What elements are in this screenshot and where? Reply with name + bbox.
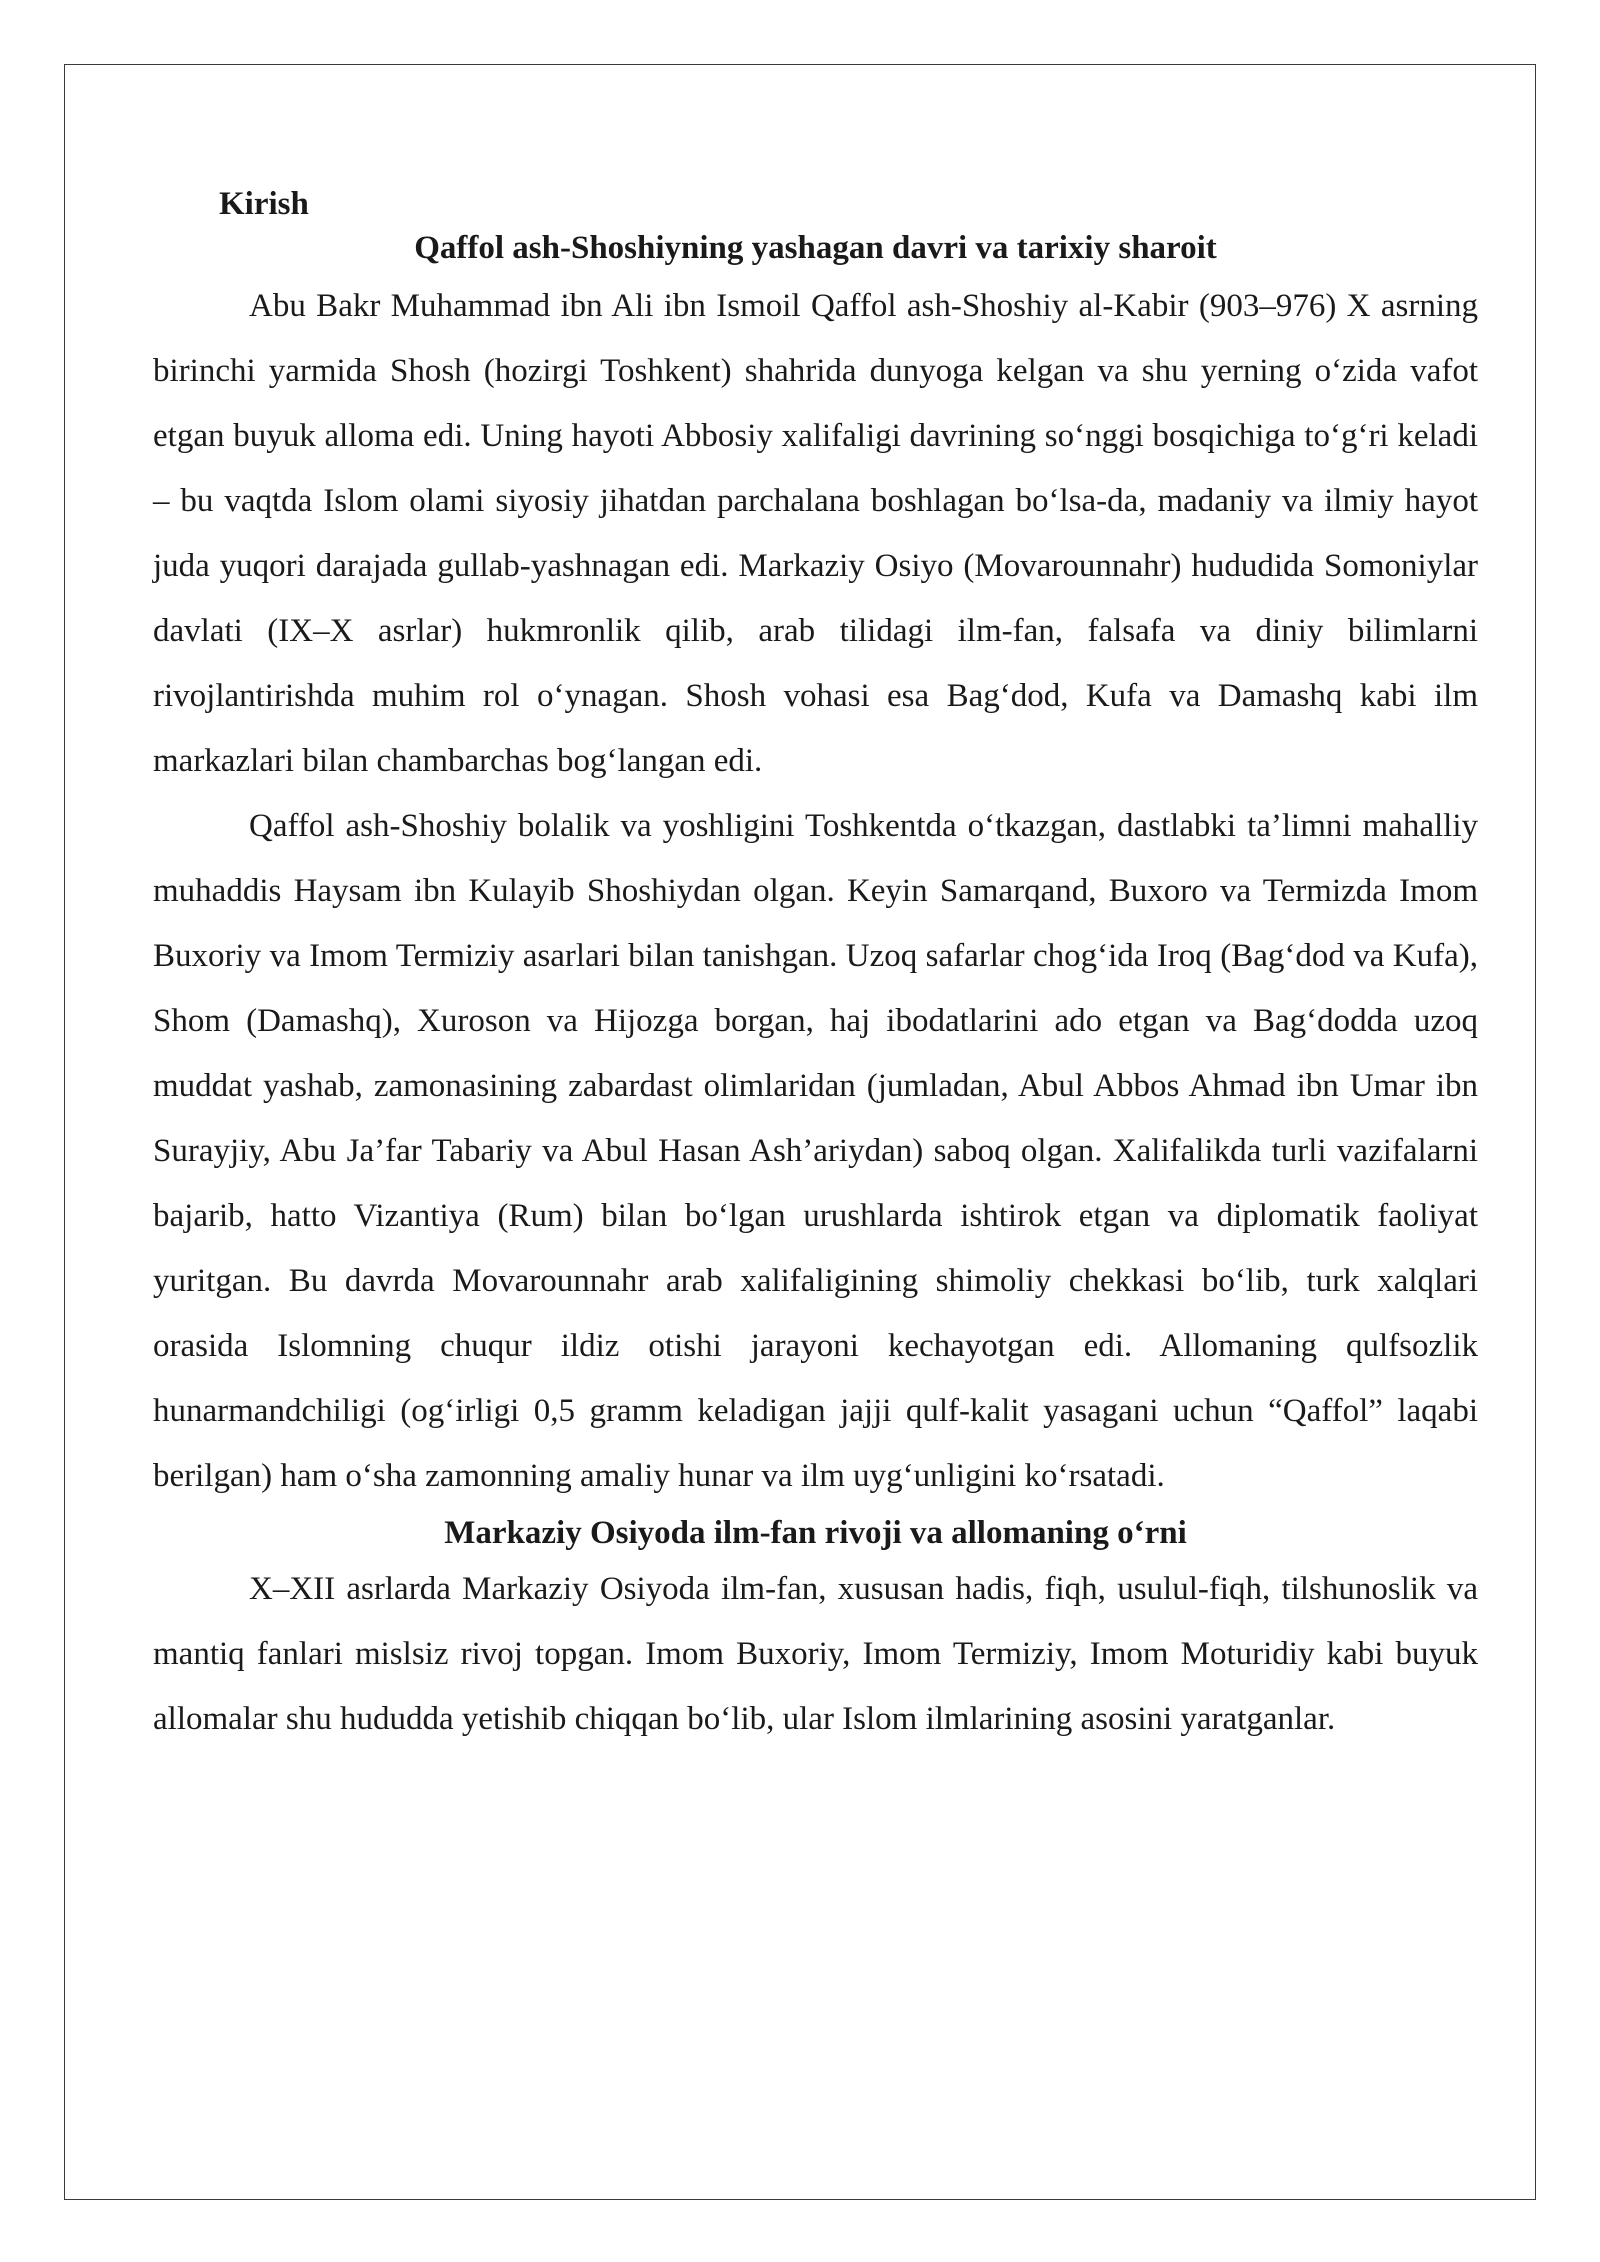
document-body <box>153 182 1478 1752</box>
section-heading-2: Markaziy Osiyoda ilm-fan rivoji va allomaning o‘rni <box>444 1515 1187 1551</box>
section-heading-1: Qaffol ash-Shoshiyning yashagan davri va tarixiy sharoit <box>414 230 1217 266</box>
paragraph-1: Abu Bakr Muhammad ibn Ali ibn Ismoil Qaffol ash-Shoshiy al-Kabir (903–976) X asrning birinchi yarmida Shosh (hozirgi Toshkent) shahrida dunyoga kelgan va shu yerning o‘zida vafot etgan buyuk alloma edi. Uning hayoti Abbosiy xalifaligi davrining so‘nggi bosqichiga to‘g‘ri keladi – bu vaqtda Islom olami siyosiy jihatdan parchalana boshlagan bo‘lsa-da, madaniy va ilmiy hayot juda yuqori darajada gullab-yashnagan edi. Markaziy Osiyo (Movarounnahr) hududida Somoniylar davlati (IX–X asrlar) hukmronlik qilib, arab tilidagi ilm-fan, falsafa va diniy bilimlarni rivojlantirishda muhim rol o‘ynagan. Shosh vohasi esa Bag‘dod, Kufa va Damashq kabi ilm markazlari bilan chambarchas bog‘langan edi. <box>153 288 1478 779</box>
paragraph-2: Qaffol ash-Shoshiy bolalik va yoshligini Toshkentda o‘tkazgan, dastlabki ta’limni mahalliy muhaddis Haysam ibn Kulayib Shoshiydan olgan. Keyin Samarqand, Buxoro va Termizda Imom Buxoriy va Imom Termiziy asarlari bilan tanishgan. Uzoq safarlar chog‘ida Iroq (Bag‘dod va Kufa), Shom (Damashq), Xuroson va Hijozga borgan, haj ibodatlarini ado etgan va Bag‘dodda uzoq muddat yashab, zamonasining zabardast olimlaridan (jumladan, Abul Abbos Ahmad ibn Umar ibn Surayjiy, Abu Ja’far Tabariy va Abul Hasan Ash’ariydan) saboq olgan. Xalifalikda turli vazifalarni bajarib, hatto Vizantiya (Rum) bilan bo‘lgan urushlarda ishtirok etgan va diplomatik faoliyat yuritgan. Bu davrda Movarounnahr arab xalifaligining shimoliy chekkasi bo‘lib, turk xalqlari orasida Islomning chuqur ildiz otishi jarayoni kechayotgan edi. Allomaning qulfsozlik hunarmandchiligi (og‘irligi 0,5 gramm keladigan jajji qulf-kalit yasagani uchun “Qaffol” laqabi berilgan) ham o‘sha zamonning amaliy hunar va ilm uyg‘unligini ko‘rsatadi. <box>153 808 1478 1494</box>
intro-heading: Kirish <box>219 186 309 222</box>
paragraph-3: X–XII asrlarda Markaziy Osiyoda ilm-fan, xususan hadis, fiqh, usulul-fiqh, tilshunoslik va mantiq fanlari mislsiz rivoj topgan. Imom Buxoriy, Imom Termiziy, Imom Moturidiy kabi buyuk allomalar shu hududda yetishib chiqqan bo‘lib, ular Islom ilmlarining asosini yaratganlar. <box>153 1571 1478 1737</box>
